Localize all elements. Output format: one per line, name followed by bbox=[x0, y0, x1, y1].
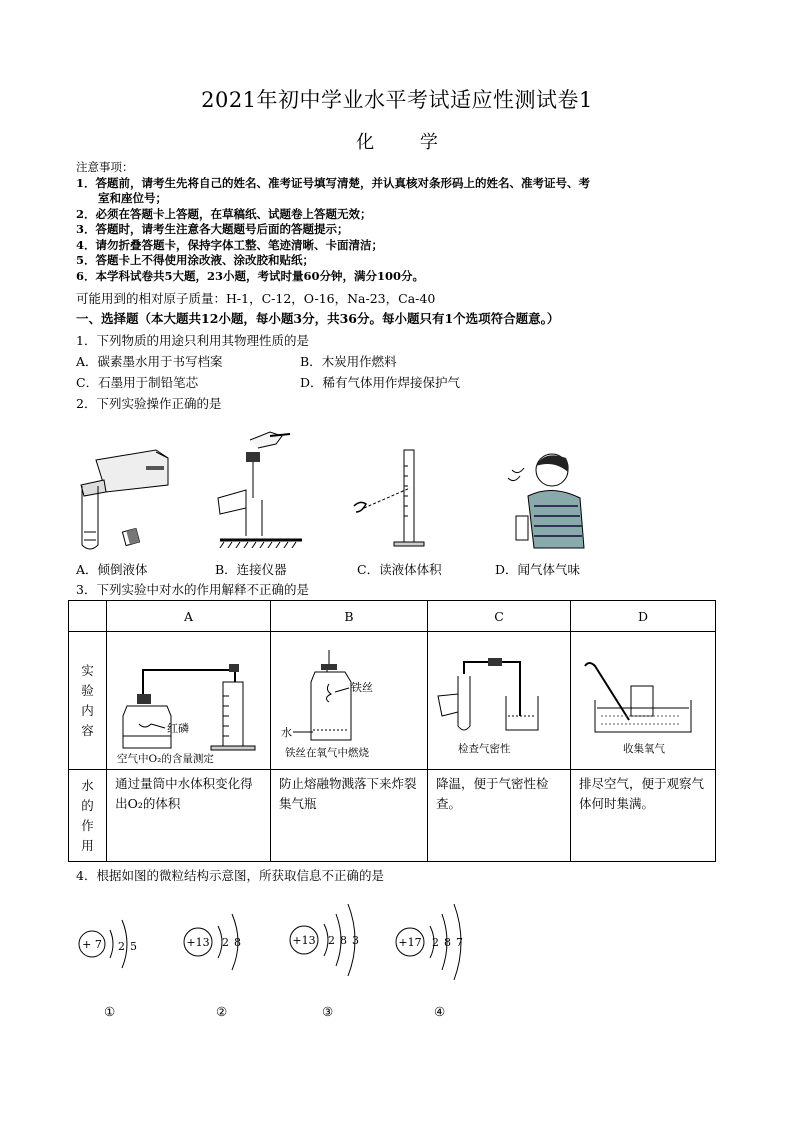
exp-c-cell bbox=[427, 632, 570, 770]
table-header-row bbox=[69, 601, 716, 632]
col-header-c: C bbox=[427, 601, 570, 632]
note-item: 3．答题时，请考生注意各大题题号后面的答题提示； bbox=[76, 222, 349, 236]
iron-wire-label: 铁丝 bbox=[350, 680, 373, 694]
caption-c: 检查气密性 bbox=[457, 742, 511, 755]
q1-option-b: B．木炭用作燃料 bbox=[300, 354, 397, 369]
exp-b-cell bbox=[270, 632, 427, 770]
q2-option-b: B．连接仪器 bbox=[215, 562, 287, 577]
explanation-a: 通过量筒中水体积变化得出O₂的体积 bbox=[107, 770, 271, 862]
svg-text:+13: +13 bbox=[292, 934, 316, 947]
svg-text:+17: +17 bbox=[398, 936, 422, 949]
q1-option-d: D．稀有气体用作焊接保护气 bbox=[300, 375, 461, 390]
particle-diagram-1 bbox=[70, 900, 170, 986]
svg-text:2: 2 bbox=[328, 934, 335, 947]
particle-mark-4: ④ bbox=[434, 1004, 446, 1019]
exp-d-cell bbox=[571, 632, 716, 770]
particle-diagram-3 bbox=[284, 896, 394, 986]
svg-text:8: 8 bbox=[444, 936, 451, 949]
smell-gas-figure bbox=[494, 448, 590, 552]
q3-stem: 3．下列实验中对水的作用解释不正确的是 bbox=[76, 582, 309, 597]
water-label: 水 bbox=[280, 725, 292, 739]
row-label-water-role: 水的作用 bbox=[69, 770, 107, 862]
q1-stem: 1．下列物质的用途只利用其物理性质的是 bbox=[76, 333, 309, 348]
svg-text:2: 2 bbox=[222, 936, 229, 949]
atomic-masses: 可能用到的相对原子质量：H-1，C-12，O-16，Na-23，Ca-40 bbox=[76, 291, 436, 306]
note-item: 4．请勿折叠答题卡，保持字体工整、笔迹清晰、卡面清洁； bbox=[76, 237, 383, 252]
note-item: 6．本学科试卷共5大题，23小题，考试时量60分钟，满分100分。 bbox=[76, 268, 425, 283]
q4-stem: 4．根据如图的微粒结构示意图，所获取信息不正确的是 bbox=[76, 868, 384, 883]
notes-block bbox=[76, 160, 726, 284]
svg-text:8: 8 bbox=[340, 934, 347, 947]
q1-option-a: A．碳素墨水用于书写档案 bbox=[76, 354, 223, 369]
subject-title: 化 学 bbox=[356, 132, 438, 153]
col-header-d: D bbox=[571, 601, 716, 632]
explanation-b: 防止熔融物溅落下来炸裂集气瓶 bbox=[270, 770, 427, 862]
svg-text:+ 7: + 7 bbox=[82, 938, 102, 951]
pour-liquid-figure bbox=[76, 440, 176, 552]
note-item: 2．必须在答题卡上答题，在草稿纸、试题卷上答题无效； bbox=[76, 206, 372, 221]
particle-mark-2: ② bbox=[216, 1004, 228, 1019]
table-row bbox=[69, 770, 716, 862]
q3-table bbox=[68, 600, 716, 862]
page-title: 2021年初中学业水平考试适应性测试卷1 bbox=[201, 88, 593, 112]
q2-option-c: C．读液体体积 bbox=[357, 562, 442, 577]
collect-oxygen-apparatus bbox=[571, 636, 715, 766]
svg-text:2: 2 bbox=[118, 940, 125, 953]
q1-option-c: C．石墨用于制铅笔芯 bbox=[76, 375, 199, 390]
col-header-b: B bbox=[270, 601, 427, 632]
notes-heading: 注意事项： bbox=[76, 160, 134, 174]
svg-text:2: 2 bbox=[432, 936, 439, 949]
read-volume-figure bbox=[350, 446, 440, 550]
svg-text:+13: +13 bbox=[186, 936, 210, 949]
table-row bbox=[69, 632, 716, 770]
section-heading: 一、选择题（本大题共12小题，每小题3分，共36分。每小题只有1个选项符合题意。） bbox=[76, 311, 560, 326]
explanation-c: 降温，便于气密性检查。 bbox=[427, 770, 570, 862]
q2-option-a: A．倾倒液体 bbox=[76, 562, 148, 577]
air-oxygen-apparatus bbox=[107, 636, 267, 766]
particle-mark-3: ③ bbox=[322, 1004, 334, 1019]
particle-diagram-2 bbox=[178, 900, 278, 986]
note-item: 室和座位号； bbox=[98, 191, 167, 205]
caption-a: 空气中O₂的含量测定 bbox=[117, 752, 214, 765]
row-label-experiment: 实验内容 bbox=[69, 632, 107, 770]
iron-combustion-apparatus bbox=[271, 636, 427, 766]
caption-b: 铁丝在氧气中燃烧 bbox=[284, 746, 369, 759]
col-header-a: A bbox=[107, 601, 271, 632]
exp-a-cell bbox=[107, 632, 271, 770]
svg-text:3: 3 bbox=[352, 934, 359, 947]
q2-stem: 2．下列实验操作正确的是 bbox=[76, 396, 222, 411]
note-item: 5．答题卡上不得使用涂改液、涂改胶和贴纸； bbox=[76, 253, 314, 267]
connect-apparatus-figure bbox=[210, 418, 310, 548]
svg-text:7: 7 bbox=[456, 936, 463, 949]
q2-option-d: D．闻气体气味 bbox=[495, 562, 581, 577]
particle-mark-1: ① bbox=[104, 1004, 116, 1019]
caption-d: 收集氧气 bbox=[623, 742, 665, 755]
svg-text:5: 5 bbox=[130, 940, 137, 953]
note-item: 1．答题前，请考生先将自己的姓名、准考证号填写清楚，并认真核对条形码上的姓名、准考证号、考 bbox=[76, 175, 590, 190]
airtightness-apparatus bbox=[428, 636, 570, 766]
red-phosphorus-label: 红磷 bbox=[167, 721, 190, 735]
particle-diagram-4 bbox=[390, 896, 500, 986]
explanation-d: 排尽空气，便于观察气体何时集满。 bbox=[571, 770, 716, 862]
svg-text:8: 8 bbox=[234, 936, 241, 949]
